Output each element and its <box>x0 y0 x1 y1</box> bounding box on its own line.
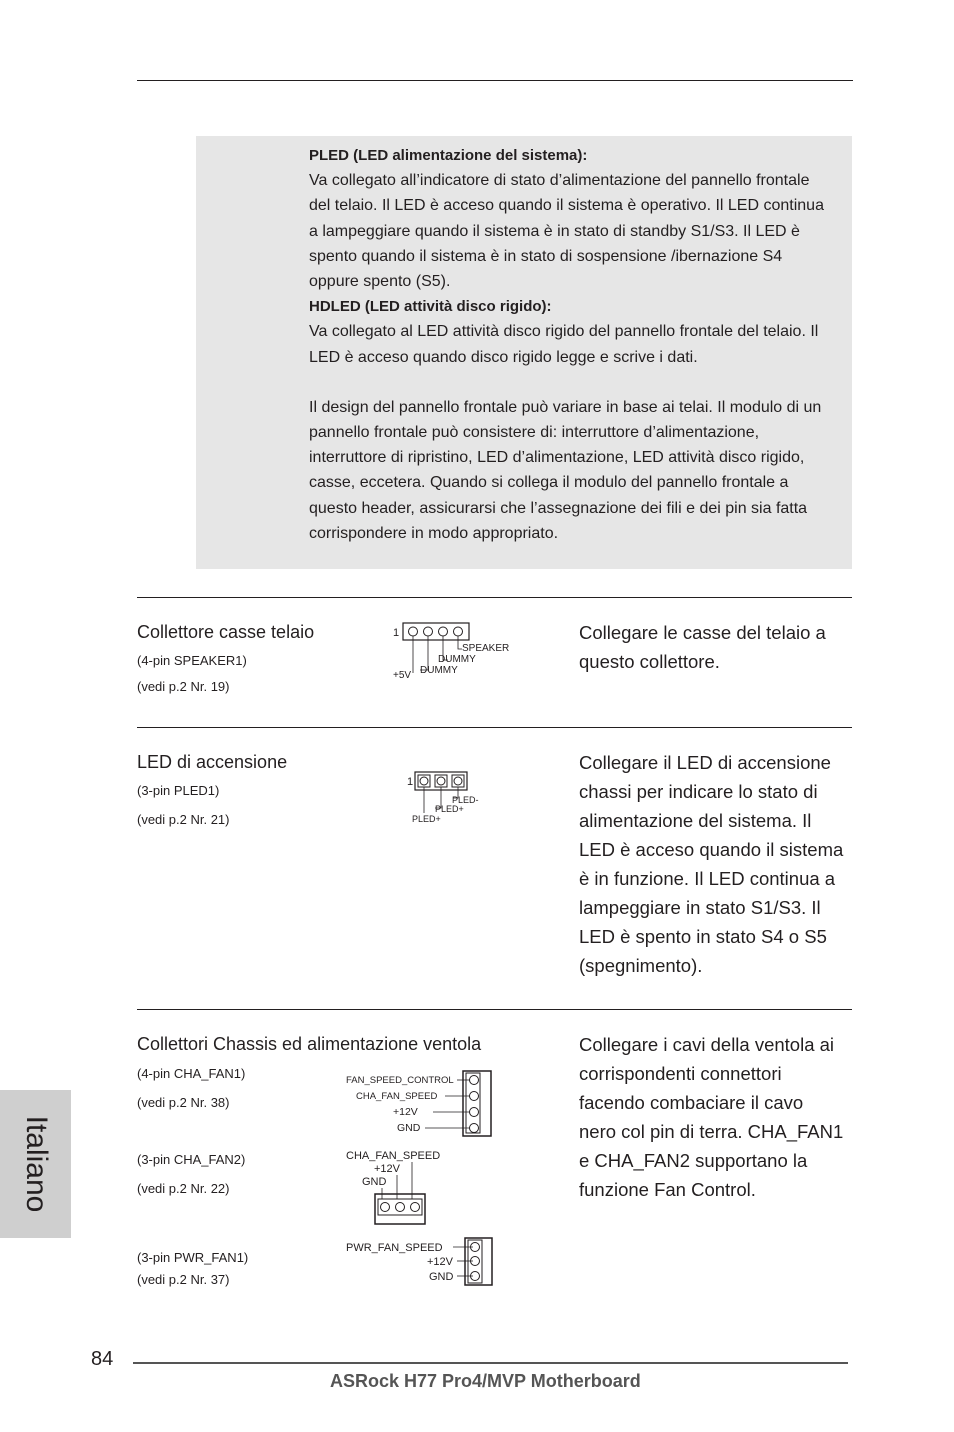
plus5v-pin-label: +5V <box>393 670 412 681</box>
info-line: Il design del pannello frontale può variare in base ai telai. Il modulo di un <box>309 398 822 416</box>
section-rule <box>137 597 852 598</box>
pwr-fan-speed-label: PWR_FAN_SPEED <box>346 1242 443 1254</box>
speaker-title: Collettore casse telaio <box>137 622 315 642</box>
pin1-label: 1 <box>393 627 400 639</box>
gnd-label: GND <box>397 1122 421 1134</box>
desc-line: nero col pin di terra. CHA_FAN1 <box>579 1121 844 1142</box>
pled-ref: (vedi p.2 Nr. 21) <box>137 812 230 827</box>
info-text <box>309 143 854 546</box>
pled-title: LED di accensione <box>137 752 288 772</box>
info-line: Va collegato al LED attività disco rigido del pannello frontale del telaio. Il <box>309 323 819 341</box>
pwr-fan1-pin: (3-pin PWR_FAN1) <box>137 1250 249 1265</box>
hdled-heading: HDLED (LED attività disco rigido): <box>309 298 552 316</box>
info-line: spento quando il sistema è in stato di sospensione /ibernazione S4 <box>309 247 783 265</box>
desc-line: Collegare le casse del telaio a <box>579 622 826 643</box>
pled-plus-label: PLED+ <box>412 814 441 824</box>
dummy-pin-label: DUMMY <box>420 665 458 676</box>
fan-description <box>579 1030 859 1204</box>
speaker-connector-diagram <box>390 620 525 682</box>
pled-description <box>579 748 859 980</box>
desc-line: Collegare i cavi della ventola ai <box>579 1034 835 1055</box>
pin1-label: 1 <box>407 776 414 788</box>
speaker-pin: (4-pin SPEAKER1) <box>137 653 247 668</box>
desc-line: e CHA_FAN2 supportano la <box>579 1150 808 1171</box>
cha-fan2-connector-diagram <box>345 1146 465 1228</box>
pled-plus-label: PLED+ <box>435 804 464 814</box>
speaker-pin-label: SPEAKER <box>462 643 510 654</box>
language-side-tab <box>0 1090 71 1238</box>
desc-line: chassi per indicare lo stato di <box>579 781 818 802</box>
pled-connector-diagram <box>405 768 495 828</box>
language-label: Italiano <box>19 1115 53 1213</box>
pled-minus-label: PLED- <box>452 795 479 805</box>
dummy-pin-label: DUMMY <box>438 654 476 665</box>
speaker-description <box>579 618 859 676</box>
cha-fan2-ref: (vedi p.2 Nr. 22) <box>137 1181 230 1196</box>
desc-line: LED è acceso quando il sistema <box>579 839 844 860</box>
info-line: Va collegato all’indicatore di stato d’alimentazione del pannello frontale <box>309 172 810 190</box>
info-line: corrispondere in modo appropriato. <box>309 524 559 542</box>
info-line: casse, eccetera. Quando si collega il modulo del pannello frontale a <box>309 474 789 492</box>
info-line: pannello frontale può consistere di: interruttore d’alimentazione, <box>309 424 760 442</box>
info-line: del telaio. Il LED è acceso quando il sistema è operativo. Il LED continua <box>309 197 824 215</box>
cha-fan-speed-label: CHA_FAN_SPEED <box>356 1091 438 1102</box>
desc-line: alimentazione del sistema. Il <box>579 810 812 831</box>
page-number: 84 <box>91 1348 114 1370</box>
cha-fan1-pin: (4-pin CHA_FAN1) <box>137 1066 246 1081</box>
cha-fan1-ref: (vedi p.2 Nr. 38) <box>137 1095 230 1110</box>
info-line: questo header, assicurarsi che l’assegnazione dei fili e dei pin sia fatta <box>309 499 808 517</box>
info-line: interruttore di ripristino, LED d’alimentazione, LED attività disco rigido, <box>309 449 805 467</box>
plus12v-label: +12V <box>427 1256 453 1268</box>
cha-fan2-pin: (3-pin CHA_FAN2) <box>137 1152 246 1167</box>
desc-line: questo collettore. <box>579 651 720 672</box>
fan-title: Collettori Chassis ed alimentazione ventola <box>137 1034 482 1054</box>
desc-line: corrispondenti connettori <box>579 1063 782 1084</box>
desc-line: LED è spento in stato S4 o S5 <box>579 926 827 947</box>
desc-line: facendo combaciare il cavo <box>579 1092 804 1113</box>
plus12v-label: +12V <box>393 1106 418 1118</box>
cha-fan1-connector-diagram <box>345 1068 495 1140</box>
desc-line: lampeggiare in stato S1/S3. Il <box>579 897 821 918</box>
info-line: oppure spento (S5). <box>309 273 451 291</box>
pled-heading: PLED (LED alimentazione del sistema): <box>309 147 588 164</box>
footer-title: ASRock H77 Pro4/MVP Motherboard <box>330 1371 641 1391</box>
desc-line: Collegare il LED di accensione <box>579 752 831 773</box>
info-line: LED è acceso quando disco rigido legge e scrive i dati. <box>309 348 698 366</box>
plus12v-label: +12V <box>374 1163 400 1175</box>
pwr-fan1-ref: (vedi p.2 Nr. 37) <box>137 1272 230 1287</box>
gnd-label: GND <box>429 1271 454 1283</box>
pled-pin: (3-pin PLED1) <box>137 783 220 798</box>
pwr-fan1-connector-diagram <box>345 1236 495 1288</box>
top-rule <box>137 80 853 81</box>
speaker-ref: (vedi p.2 Nr. 19) <box>137 679 230 694</box>
cha-fan-speed-label: CHA_FAN_SPEED <box>346 1150 441 1162</box>
desc-line: è in funzione. Il LED continua a <box>579 868 836 889</box>
section-rule <box>137 1009 852 1010</box>
section-rule <box>137 727 852 728</box>
info-line: a lampeggiare quando il sistema è in stato di standby S1/S3. Il LED è <box>309 222 800 240</box>
gnd-label: GND <box>362 1176 387 1188</box>
fan-speed-control-label: FAN_SPEED_CONTROL <box>346 1075 454 1086</box>
desc-line: (spegnimento). <box>579 955 703 976</box>
desc-line: funzione Fan Control. <box>579 1179 756 1200</box>
footer-rule <box>133 1362 848 1364</box>
